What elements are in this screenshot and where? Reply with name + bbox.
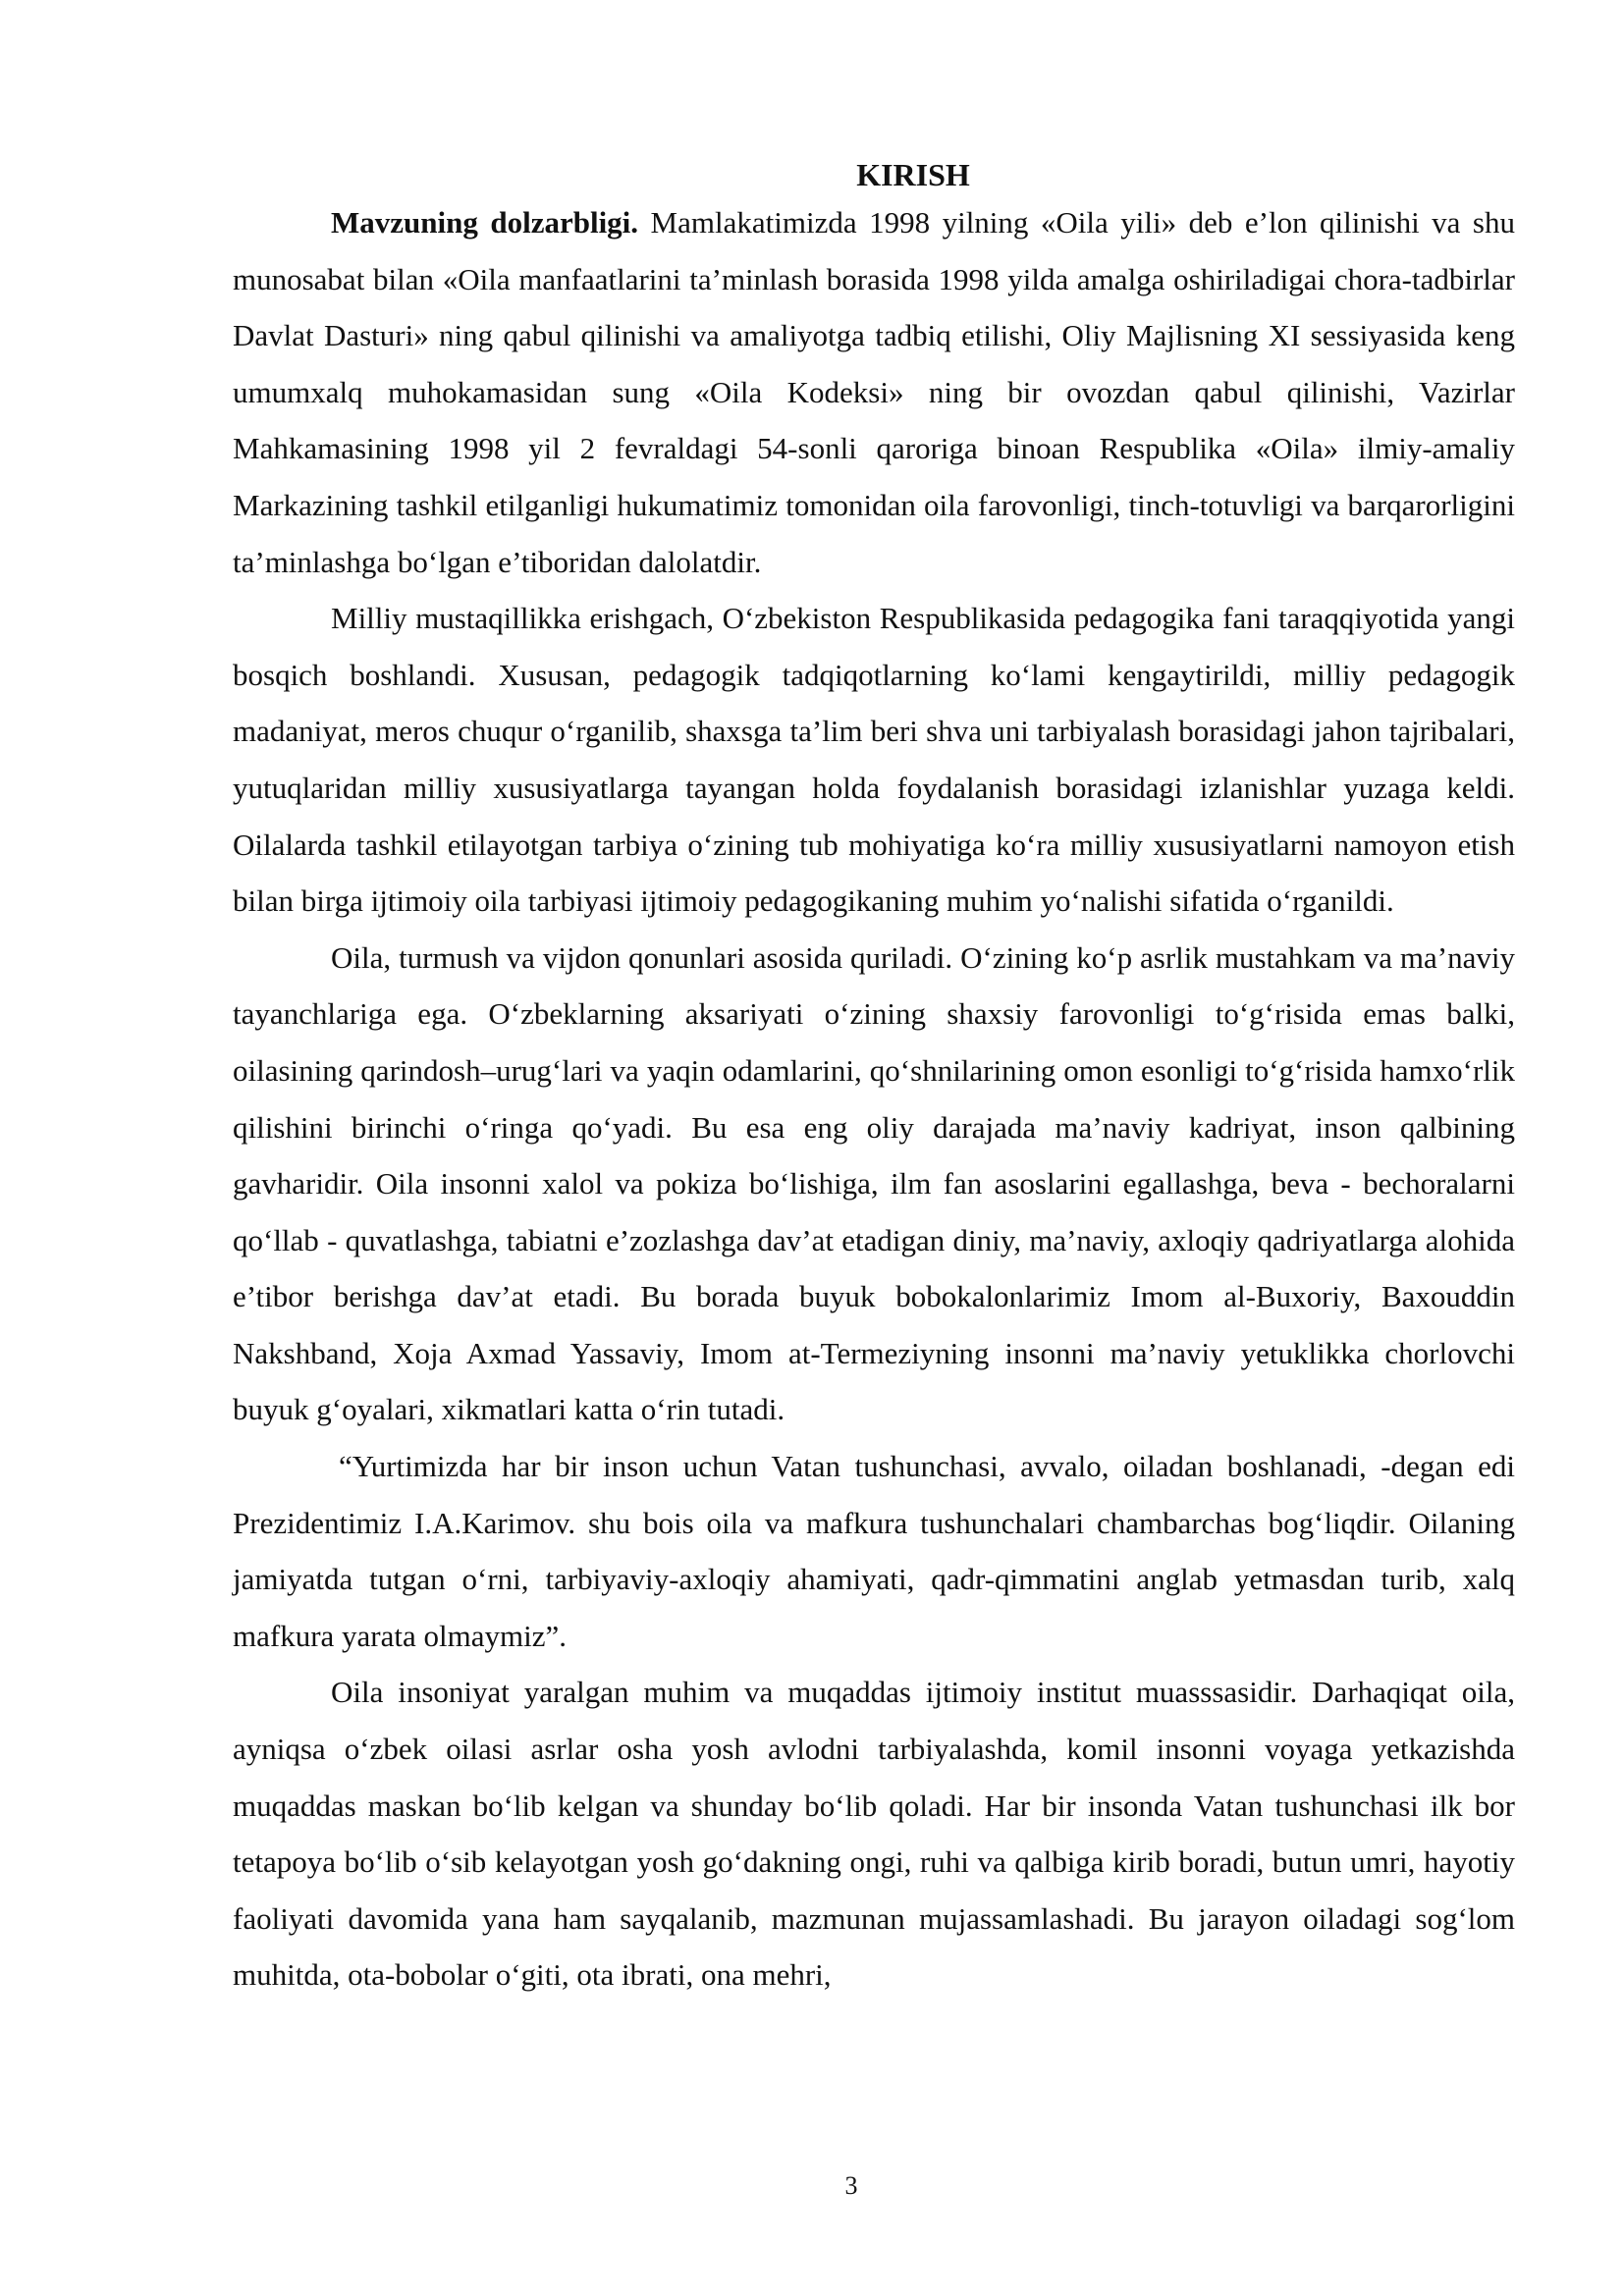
- paragraph-lead-heading: Mavzuning dolzarbligi.: [331, 205, 639, 240]
- paragraph-institution: [233, 1664, 1515, 2003]
- section-title: KIRISH: [856, 157, 970, 192]
- paragraph-quote: [233, 1438, 1515, 1664]
- paragraph-text: Oila, turmush va vijdon qonunlari asosida quriladi. O‘zining ko‘p asrlik mustahkam va ma’naviy tayanchlariga ega. O‘zbeklarning aksariyati o‘zining shaxsiy farovonligi to‘g‘risida emas balki, oilasining qarindosh–urug‘lari va yaqin odamlarini, qo‘shnilarining omon esonligi to‘g‘risida hamxo‘rlik qilishini birinchi o‘ringa qo‘yadi. Bu esa eng oliy darajada ma’naviy kadriyat, inson qalbining gavharidir. Oila insonni xalol va pokiza bo‘lishiga, ilm fan asoslarini egallashga, beva - bechoralarni qo‘llab - quvatlashga, tabiatni e’zozlashga dav’at etadigan diniy, ma’naviy, axloqiy qadriyatlarga alohida e’tibor berishga dav’at etadi. Bu borada buyuk bobokalonlarimiz Imom al-Buxoriy, Baxouddin Nakshband, Xoja Axmad Yassaviy, Imom at-Termeziyning insonni ma’naviy yetuklikka chorlovchi buyuk g‘oyalari, xikmatlari katta o‘rin tutadi.: [233, 939, 1515, 1427]
- paragraph-relevance: [233, 194, 1515, 590]
- page-body: [233, 155, 1515, 2003]
- paragraph-text: Milliy mustaqillikka erishgach, O‘zbekiston Respublikasida pedagogika fani taraqqiyotida yangi bosqich boshlandi. Xususan, pedagogik tadqiqotlarning ko‘lami kengaytirildi, milliy pedagogik madaniyat, meros chuqur o‘rganilib, shaxsga ta’lim beri shva uni tarbiyalash borasidagi jahon tajribalari, yutuqlaridan milliy xususiyatlarga tayangan holda foydalanish borasidagi izlanishlar yuzaga keldi. Oilalarda tashkil etilayotgan tarbiya o‘zining tub mohiyatiga ko‘ra milliy xususiyatlarni namoyon etish bilan birga ijtimoiy oila tarbiyasi ijtimoiy pedagogikaning muhim yo‘nalishi sifatida o‘rganildi.: [233, 601, 1515, 919]
- paragraph-text: “Yurtimizda har bir inson uchun Vatan tushunchasi, avvalo, oiladan boshlanadi, -degan edi Prezidentimiz I.A.Karimov. shu bois oila va mafkura tushunchalari chambarchas bog‘liqdir. Oilaning jamiyatda tutgan o‘rni, tarbiyaviy-axloqiy ahamiyati, qadr-qimmatini anglab yetmasdan turib, xalq mafkura yarata olmaymiz”.: [233, 1449, 1515, 1653]
- paragraph-family-values: [233, 930, 1515, 1438]
- paragraph-text: Oila insoniyat yaralgan muhim va muqaddas ijtimoiy institut muasssasidir. Darhaqiqat oila, ayniqsa o‘zbek oilasi asrlar osha yosh avlodni tarbiyalashda, komil insonni voyaga yetkazishda muqaddas maskan bo‘lib kelgan va shunday bo‘lib qoladi. Har bir insonda Vatan tushunchasi ilk bor tetapoya bo‘lib o‘sib kelayotgan yosh go‘dakning ongi, ruhi va qalbiga kirib boradi, butun umri, hayotiy faoliyati davomida yana ham sayqalanib, mazmunan mujassamlashadi. Bu jarayon oiladagi sog‘lom muhitda, ota-bobolar o‘giti, ota ibrati, ona mehri,: [233, 1675, 1515, 1993]
- paragraph-text: Mamlakatimizda 1998 yilning «Oila yili» deb e’lon qilinishi va shu munosabat bilan «Oila manfaatlarini ta’minlash borasida 1998 yilda amalga oshiriladigai chora-tadbirlar Davlat Dasturi» ning qabul qilinishi va amaliyotga tadbiq etilishi, Oliy Majlisning XI sessiyasida keng umumxalq muhokamasidan sung «Oila Kodeksi» ning bir ovozdan qabul qilinishi, Vazirlar Mahkamasining 1998 yil 2 fevraldagi 54-sonli qaroriga binoan Respublika «Oila» ilmiy-amaliy Markazining tashkil etilganligi hukumatimiz tomonidan oila farovonligi, tinch-totuvligi va barqarorligini ta’minlashga bo‘lgan e’tiboridan dalolatdir.: [233, 205, 1515, 579]
- page-number: 3: [844, 2171, 858, 2200]
- paragraph-independence: [233, 590, 1515, 930]
